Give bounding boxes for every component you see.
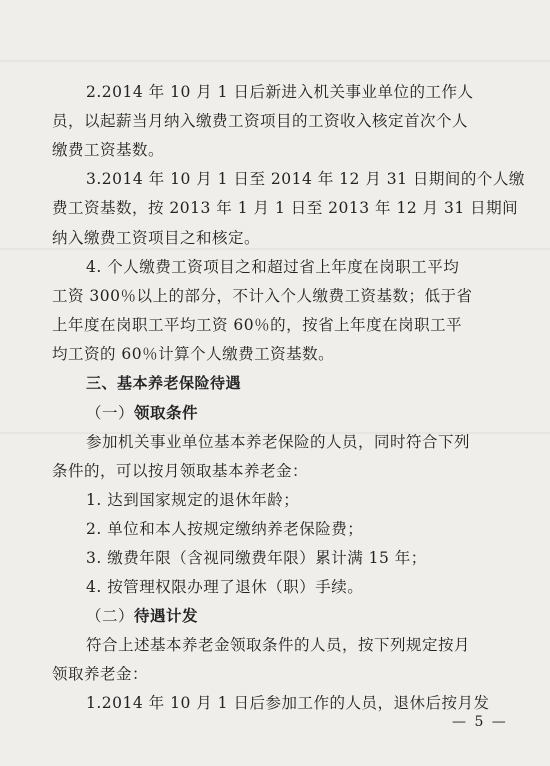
paragraph-line: 1.2014 年 10 月 1 日后参加工作的人员，退休后按月发	[86, 694, 490, 712]
list-item: 1. 达到国家规定的退休年龄；	[86, 491, 300, 509]
paragraph-line: 费工资基数，按 2013 年 1 月 1 日至 2013 年 12 月 31 日期间	[52, 199, 519, 217]
paragraph-line: 3.2014 年 10 月 1 日至 2014 年 12 月 31 日期间的个人缴	[86, 170, 525, 188]
subsection-number: （二）	[86, 607, 135, 625]
paragraph-line: 2.2014 年 10 月 1 日后新进入机关事业单位的工作人	[86, 83, 474, 101]
subsection-heading-2	[86, 606, 550, 626]
paragraph-line: 员，以起薪当月纳入缴费工资项目的工资收入核定首次个人	[52, 112, 469, 130]
subsection-title: 待遇计发	[134, 607, 199, 625]
subsection-number: （一）	[86, 404, 135, 422]
list-item: 4. 按管理权限办理了退休（职）手续。	[86, 578, 364, 596]
paragraph-line: 均工资的 60％计算个人缴费工资基数。	[52, 345, 335, 363]
paragraph-line: 领取养老金：	[52, 665, 149, 683]
paragraph-line: 符合上述基本养老金领取条件的人员，按下列规定按月	[86, 636, 471, 654]
paragraph-line: 缴费工资基数。	[52, 141, 165, 159]
paragraph-line: 上年度在岗职工平均工资 60％的，按省上年度在岗职工平	[52, 316, 463, 334]
subsection-heading-1	[86, 403, 550, 423]
paragraph-line: 条件的，可以按月领取基本养老金：	[52, 462, 309, 480]
page-number: — 5 —	[452, 714, 508, 730]
subsection-title: 领取条件	[134, 404, 199, 422]
paragraph-line: 4. 个人缴费工资项目之和超过省上年度在岗职工平均	[86, 258, 460, 276]
list-item: 3. 缴费年限（含视同缴费年限）累计满 15 年；	[86, 549, 427, 567]
paragraph-line: 参加机关事业单位基本养老保险的人员，同时符合下列	[86, 433, 471, 451]
paragraph-line: 纳入缴费工资项目之和核定。	[52, 229, 261, 247]
section-heading: 三、基本养老保险待遇	[86, 374, 242, 392]
paragraph-line: 工资 300％以上的部分，不计入个人缴费工资基数；低于省	[52, 287, 473, 305]
list-item: 2. 单位和本人按规定缴纳养老保险费；	[86, 520, 364, 538]
